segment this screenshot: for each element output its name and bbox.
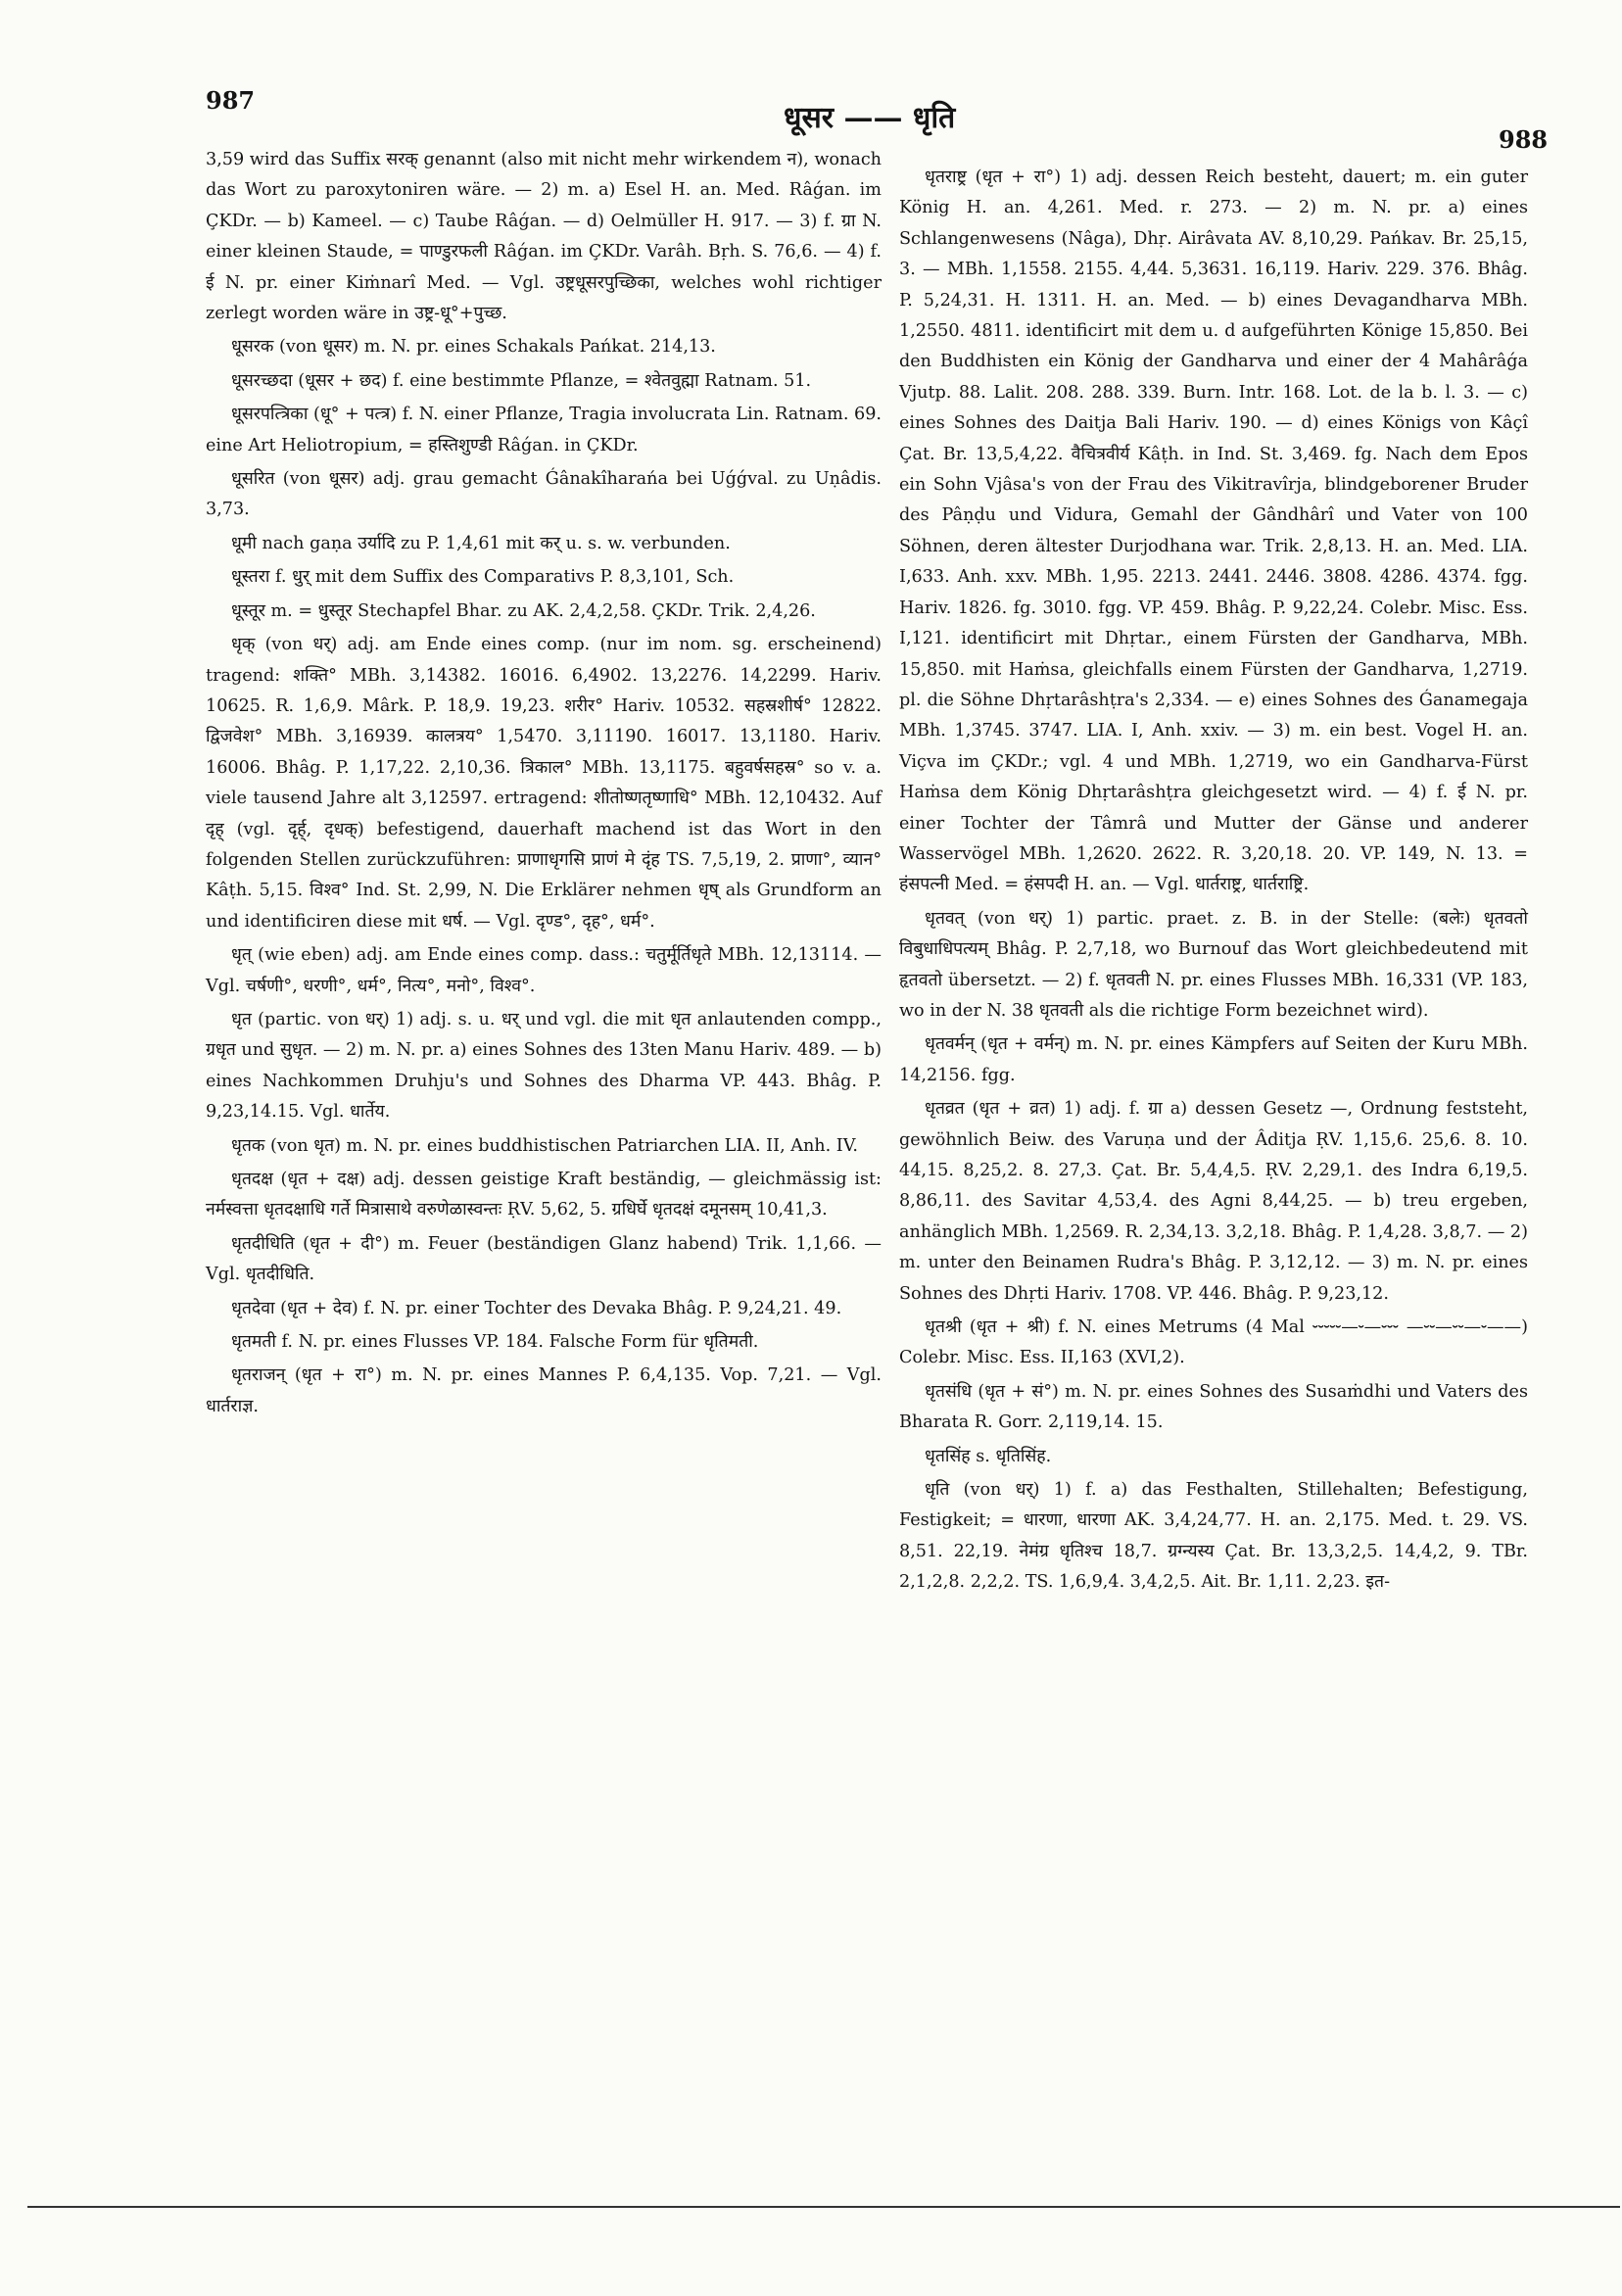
dictionary-entry: धृतक (von धृत) m. N. pr. eines buddhistischen Patriarchen LIA. II, Anh. IV. (231, 1135, 858, 1156)
dictionary-entry: धृतवर्मन् (धृत + वर्मन्) m. N. pr. eines Kämpfers auf Seiten der Kuru MBh. 14,2156. fgg. (899, 1034, 1528, 1085)
dictionary-entry: धृतराष्ट्र (धृत + रा°) 1) adj. dessen Reich besteht, dauert; m. ein guter König H. an. 4,261. Med. r. 273. — 2) m. N. pr. a) eines Schlangenwesens (Nâga), Dhṛ. Airâvata AV. 8,10,29. Pańkav. Br. 25,15, 3. — MBh. 1,1558. 2155. 4,44. 5,3631. 16,119. Hariv. 229. 376. Bhâg. P. 5,24,31. H. 1311. H. an. Med. — b) eines Devagandharva MBh. 1,2550. 4811. identificirt mit dem u. d aufgeführten Könige 15,850. Bei den Buddhisten ein König der Gandharva und einer der 4 Mahârâǵa Vjutp. 88. Lalit. 208. 288. 339. Burn. Intr. 168. Lot. de la b. l. 3. — c) eines Sohnes des Daitja Bali Hariv. 190. — d) eines Königs von Kâçî Çat. Br. 13,5,4,22. वैचित्रवीर्य Kâṭh. in Ind. St. 3,469. fg. Nach dem Epos ein Sohn Vjâsa's von der Frau des Vikitravîrja, blindgeborener Bruder des Pâṇḍu und Vidura, Gemahl der Gândhârî und Vater von 100 Söhnen, deren ältester Durjodhana war. Trik. 2,8,13. H. an. Med. LIA. I,633. Anh. xxv. MBh. 1,95. 2213. 2441. 2446. 3808. 4286. 4374. fgg. Hariv. 1826. fg. 3010. fgg. VP. 459. Bhâg. P. 9,22,24. Colebr. Misc. Ess. I,121. identificirt mit Dhṛtar., einem Fürsten der Gandharva, MBh. 15,850. mit Haṁsa, gleichfalls einem Fürsten der Gandharva, 1,2719. pl. die Söhne Dhṛtarâshṭra's 2,334. — e) eines Sohnes des Ǵanamegaja MBh. 1,3745. 3747. LIA. I, Anh. xxiv. — 3) m. ein best. Vogel H. an. Viçva im ÇKDr.; vgl. 4 und MBh. 1,2719, wo ein Gandharva-Fürst Haṁsa dem König Dhṛtarâshṭra gleichgesetzt wird. — 4) f. ई N. pr. einer Tochter der Tâmrâ und Mutter der Gänse und anderer Wasservögel MBh. 1,2620. 2622. R. 3,20,18. 20. VP. 149, N. 13. = हंसपत्नी Med. = हंसपदी H. an. — Vgl. धार्तराष्ट्र, धार्तराष्ट्रि. (899, 167, 1528, 895)
left-column (206, 145, 882, 1425)
dictionary-entry: धृतदीधिति (धृत + दी°) m. Feuer (beständigen Glanz habend) Trik. 1,1,66. — Vgl. धृतदीधिति. (206, 1233, 882, 1285)
dictionary-entry: धृतवत् (von धर्) 1) partic. praet. z. B. in der Stelle: (बलेः) धृतवतो विबुधाधिपत्यम् Bhâg. P. 2,7,18, wo Burnouf das Wort gleichbedeutend mit हृतवतो übersetzt. — 2) f. धृतवती N. pr. eines Flusses MBh. 16,331 (VP. 183, wo in der N. 38 धृतवती als die richtige Form bezeichnet wird). (899, 908, 1528, 1021)
dictionary-entry: धृतराजन् (धृत + रा°) m. N. pr. eines Mannes P. 6,4,135. Vop. 7,21. — Vgl. धार्तराज्ञ. (206, 1365, 882, 1416)
right-column (899, 163, 1528, 1602)
dictionary-entry: धृत (partic. von धर्) 1) adj. s. u. धर् und vgl. die mit धृत anlautenden compp., ग्रधृत und सुधृत. — 2) m. N. pr. a) eines Sohnes des 13ten Manu Hariv. 489. — b) eines Nachkommen Druhju's und Sohnes des Dharma VP. 443. Bhâg. P. 9,23,14.15. Vgl. धार्तेय. (206, 1009, 882, 1123)
dictionary-entry: धृक् (von धर्) adj. am Ende eines comp. (nur im nom. sg. erscheinend) tragend: शक्ति° MBh. 3,14382. 16016. 6,4902. 13,2276. 14,2299. Hariv. 10625. R. 1,6,9. Mârk. P. 18,9. 19,23. शरीर° Hariv. 10532. सहस्रशीर्ष° 12822. द्विजवेश° MBh. 3,16939. कालत्रय° 1,5470. 3,11190. 16017. 13,1180. Hariv. 16006. Bhâg. P. 1,17,22. 2,10,36. त्रिकाल° MBh. 13,1175. बहुवर्षसहस्र° so v. a. viele tausend Jahre alt 3,12597. ertragend: शीतोष्णतृष्णाधि° MBh. 12,10432. Auf दृह् (vgl. दृर्ह्, दृधक्) befestigend, dauerhaft machend ist das Wort in den folgenden Stellen zurückzuführen: प्राणाधृगसि प्राणं मे दृंह TS. 7,5,19, 2. प्राणा°, व्यान° Kâṭh. 5,15. विश्व° Ind. St. 2,99, N. Die Erklärer nehmen धृष् als Grundform an und identificiren diese mit धर्ष. — Vgl. दृण्ड°, दृह°, धर्म°. (206, 635, 882, 932)
entry-paragraph: 3,59 wird das Suffix सरक् genannt (also mit nicht mehr wirkendem न), wonach das Wort zu paroxytoniren wäre. — 2) m. a) Esel H. an. Med. Râǵan. im ÇKDr. — b) Kameel. — c) Taube Râǵan. — d) Oelmüller H. 917. — 3) f. ग्रा N. einer kleinen Staude, = पाण्डुरफली Râǵan. im ÇKDr. Varâh. Bṛh. S. 76,6. — 4) f. ई N. pr. einer Kiṁnarî Med. — Vgl. उष्ट्रधूसरपुच्छिका, welches wohl richtiger zerlegt worden wäre in उष्ट्र-धू°+पुच्छ. (206, 150, 882, 324)
dictionary-entry: धृतश्री (धृत + श्री) f. N. eines Metrums (4 Mal ⏑⏑⏑⏑⏑—⏑—⏑⏑⏑ —⏑⏑—⏑⏑—⏑——) Colebr. Misc. Ess. II,163 (XVI,2). (899, 1317, 1528, 1368)
page-number-left: 987 (206, 86, 256, 115)
dictionary-entry: धूसरित (von धूसर) adj. grau gemacht Ǵânakîharańa bei Uǵǵval. zu Uṇâdis. 3,73. (206, 469, 882, 520)
dictionary-entry: धृतदेवा (धृत + देव) f. N. pr. einer Tochter des Devaka Bhâg. P. 9,24,21. 49. (231, 1298, 842, 1318)
dictionary-entry: धृतव्रत (धृत + व्रत) 1) adj. f. ग्रा a) dessen Gesetz —, Ordnung feststeht, gewöhnlich Beiw. des Varuṇa und der Âditja ṚV. 1,15,6. 25,6. 8. 10. 44,15. 8,25,2. 8. 27,3. Çat. Br. 5,4,4,5. ṚV. 2,29,1. des Indra 6,19,5. 8,86,11. des Savitar 4,53,4. des Agni 8,44,25. — b) treu ergeben, anhänglich MBh. 1,2569. R. 2,34,13. 3,2,18. Bhâg. P. 1,4,28. 3,8,7. — 2) m. unter den Beinamen Rudra's Bhâg. P. 3,12,12. — 3) m. N. pr. eines Sohnes des Dhṛti Hariv. 1708. VP. 446. Bhâg. P. 9,23,12. (899, 1099, 1528, 1304)
dictionary-entry: धृतमती f. N. pr. eines Flusses VP. 184. Falsche Form für धृतिमती. (231, 1332, 759, 1353)
dictionary-entry: धूस्तरा f. धुर् mit dem Suffix des Comparativs P. 8,3,101, Sch. (231, 567, 735, 588)
dictionary-entry: धृतसिंह s. धृतिसिंह. (925, 1446, 1052, 1466)
dictionary-entry: धूमी nach gaṇa उर्यादि zu P. 1,4,61 mit कर् u. s. w. verbunden. (231, 533, 731, 553)
dictionary-entry: धृति (von धर्) 1) f. a) das Festhalten, Stillehalten; Befestigung, Festigkeit; = धारणा, धारणा AK. 3,4,24,77. H. an. 2,175. Med. t. 29. VS. 8,51. 22,19. नेमंग्र धृतिश्च 18,7. ग्रग्न्यस्य Çat. Br. 13,3,2,5. 14,4,2, 9. TBr. 2,1,2,8. 2,2,2. TS. 1,6,9,4. 3,4,2,5. Ait. Br. 1,11. 2,23. इत- (899, 1480, 1528, 1593)
running-header: धूसर —— धृति (784, 101, 956, 135)
bottom-rule (27, 2206, 1620, 2208)
page-number-right: 988 (1499, 125, 1549, 154)
dictionary-entry: धृतसंधि (धृत + सं°) m. N. pr. eines Sohnes des Susaṁdhi und Vaters des Bharata R. Gorr. 2,119,14. 15. (899, 1381, 1528, 1433)
dictionary-entry: धूसरक (von धूसर) m. N. pr. eines Schakals Pańkat. 214,13. (231, 337, 716, 358)
dictionary-entry: धूस्तूर m. = धुस्तूर Stechapfel Bhar. zu AK. 2,4,2,58. ÇKDr. Trik. 2,4,26. (231, 600, 816, 621)
dictionary-entry: धूसरच्छदा (धूसर + छद) f. eine bestimmte Pflanze, = श्वेतवुह्मा Ratnam. 51. (231, 370, 812, 391)
dictionary-entry: धृतदक्ष (धृत + दक्ष) adj. dessen geistige Kraft beständig, — gleichmässig ist: नर्मस्वत्ता धृतदक्षाधि गर्ते मित्रासाथे वरुणेळास्वन्तः ṚV. 5,62, 5. ग्रधिर्घे धृतदक्षं दमूनसम् 10,41,3. (206, 1170, 882, 1220)
dictionary-entry: धूसरपत्त्रिका (धू° + पत्त्र) f. N. einer Pflanze, Tragia involucrata Lin. Ratnam. 69. eine Art Heliotropium, = हस्तिशुण्डी Râǵan. in ÇKDr. (206, 405, 882, 455)
dictionary-entry: धृत् (wie eben) adj. am Ende eines comp. dass.: चतुर्मूर्तिधृते MBh. 12,13114. — Vgl. चर्षणी°, धरणी°, धर्म°, नित्य°, मनो°, विश्व°. (206, 945, 882, 996)
